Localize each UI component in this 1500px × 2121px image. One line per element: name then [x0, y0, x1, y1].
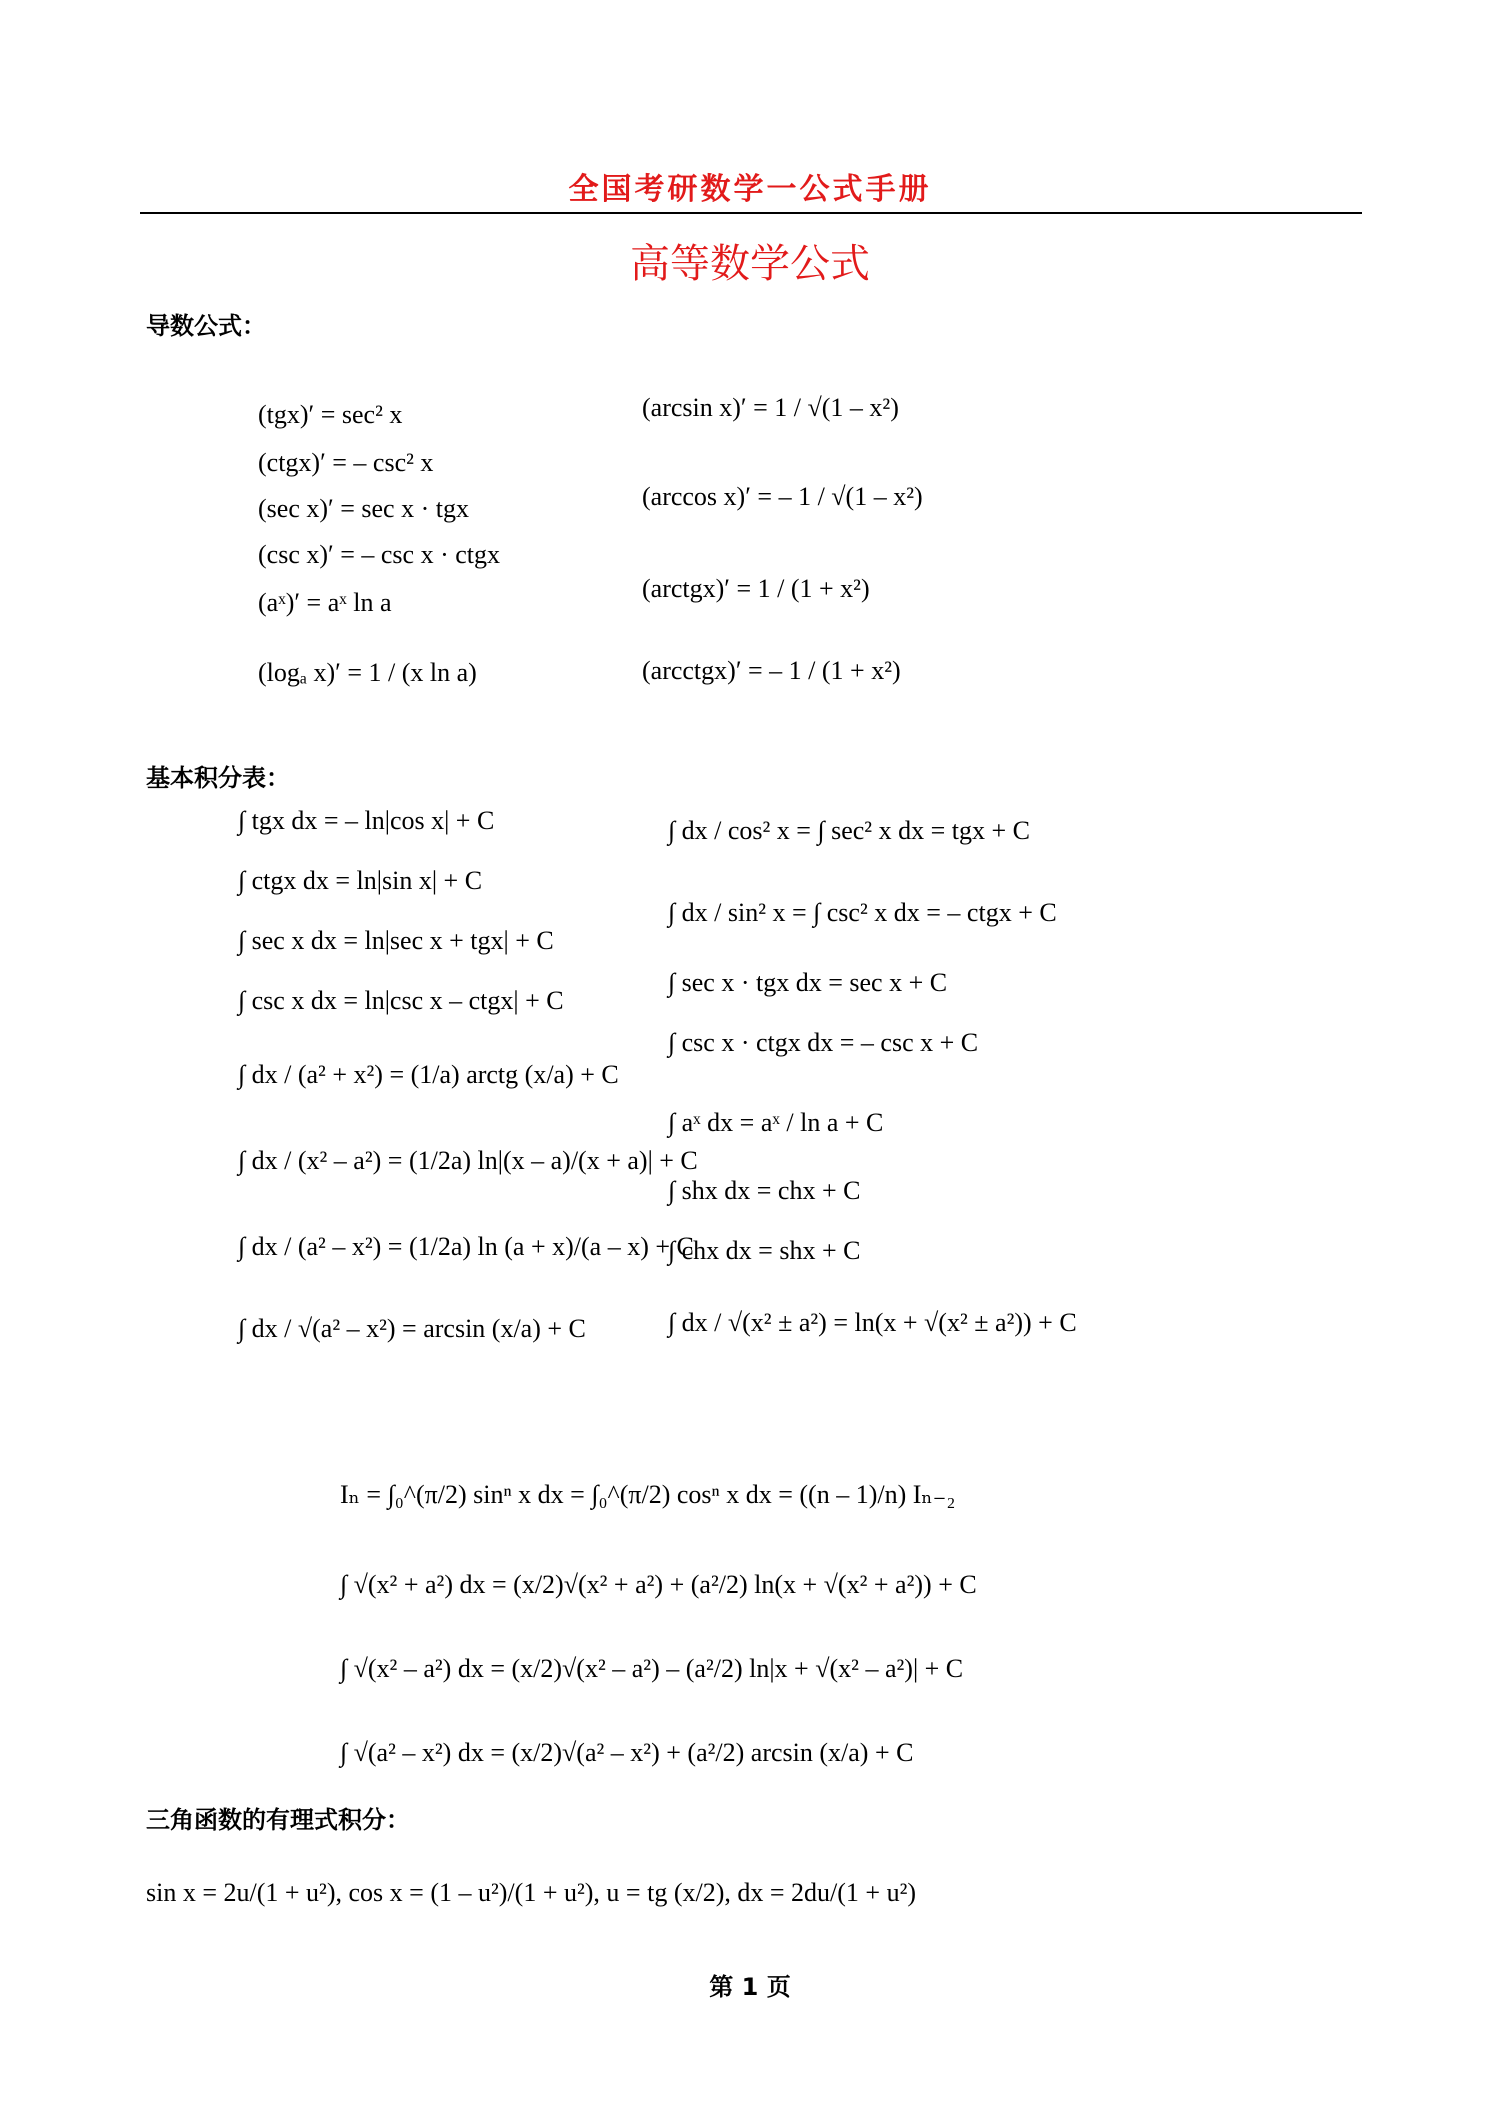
integral-formula: ∫ sec x · tgx dx = sec x + C: [668, 968, 948, 997]
header-rule: [140, 212, 1362, 214]
integral-formula: ∫ dx / (a² – x²) = (1/2a) ln (a + x)/(a – x) + C: [238, 1232, 694, 1261]
integral-formula: ∫ sec x dx = ln|sec x + tgx| + C: [238, 926, 554, 955]
derivative-formula: (arctgx)′ = 1 / (1 + x²): [642, 574, 870, 603]
integral-formula: ∫ aˣ dx = aˣ / ln a + C: [668, 1108, 884, 1137]
integral-formula: ∫ csc x dx = ln|csc x – ctgx| + C: [238, 986, 564, 1015]
derivative-formula: (aˣ)′ = aˣ ln a: [258, 588, 392, 617]
derivative-formula: (sec x)′ = sec x · tgx: [258, 494, 469, 523]
integral-formula: ∫ dx / cos² x = ∫ sec² x dx = tgx + C: [668, 816, 1030, 845]
derivative-formula: (ctgx)′ = – csc² x: [258, 448, 434, 477]
page-number: 第 1 页: [709, 1973, 791, 2001]
derivative-formula: (arcctgx)′ = – 1 / (1 + x²): [642, 656, 901, 685]
trig-substitution-formula: sin x = 2u/(1 + u²), cos x = (1 – u²)/(1 + u²), u = tg (x/2), dx = 2du/(1 + u²): [146, 1878, 917, 1907]
integrals-heading: 基本积分表：: [146, 764, 290, 792]
integral-formula: ∫ √(x² – a²) dx = (x/2)√(x² – a²) – (a²/2) ln|x + √(x² – a²)| + C: [340, 1654, 964, 1683]
derivative-formula: (arcsin x)′ = 1 / √(1 – x²): [642, 393, 899, 422]
integral-formula: ∫ dx / sin² x = ∫ csc² x dx = – ctgx + C: [668, 898, 1057, 927]
integral-formula: ∫ ctgx dx = ln|sin x| + C: [238, 866, 483, 895]
integral-formula: ∫ csc x · ctgx dx = – csc x + C: [668, 1028, 979, 1057]
trig-heading: 三角函数的有理式积分：: [146, 1806, 410, 1834]
integral-formula: ∫ √(a² – x²) dx = (x/2)√(a² – x²) + (a²/2) arcsin (x/a) + C: [340, 1738, 914, 1767]
derivative-formula: (arccos x)′ = – 1 / √(1 – x²): [642, 482, 923, 511]
integral-formula: ∫ shx dx = chx + C: [668, 1176, 861, 1205]
integral-formula: ∫ dx / (a² + x²) = (1/a) arctg (x/a) + C: [238, 1060, 619, 1089]
derivative-formula: (csc x)′ = – csc x · ctgx: [258, 540, 500, 569]
page-heading: 高等数学公式: [630, 241, 870, 287]
derivative-formula: (logₐ x)′ = 1 / (x ln a): [258, 658, 477, 687]
integral-formula: ∫ dx / √(a² – x²) = arcsin (x/a) + C: [238, 1314, 586, 1343]
integral-formula: ∫ dx / √(x² ± a²) = ln(x + √(x² ± a²)) + C: [668, 1308, 1077, 1337]
integral-formula: ∫ √(x² + a²) dx = (x/2)√(x² + a²) + (a²/2) ln(x + √(x² + a²)) + C: [340, 1570, 977, 1599]
document-title: 全国考研数学一公式手册: [568, 172, 932, 207]
derivatives-heading: 导数公式：: [146, 312, 266, 340]
derivative-formula: (tgx)′ = sec² x: [258, 400, 403, 429]
integral-formula: ∫ chx dx = shx + C: [668, 1236, 861, 1265]
integral-formula: ∫ dx / (x² – a²) = (1/2a) ln|(x – a)/(x + a)| + C: [238, 1146, 698, 1175]
integral-formula: ∫ tgx dx = – ln|cos x| + C: [238, 806, 495, 835]
integral-formula: Iₙ = ∫₀^(π/2) sinⁿ x dx = ∫₀^(π/2) cosⁿ x dx = ((n – 1)/n) Iₙ₋₂: [340, 1480, 956, 1509]
